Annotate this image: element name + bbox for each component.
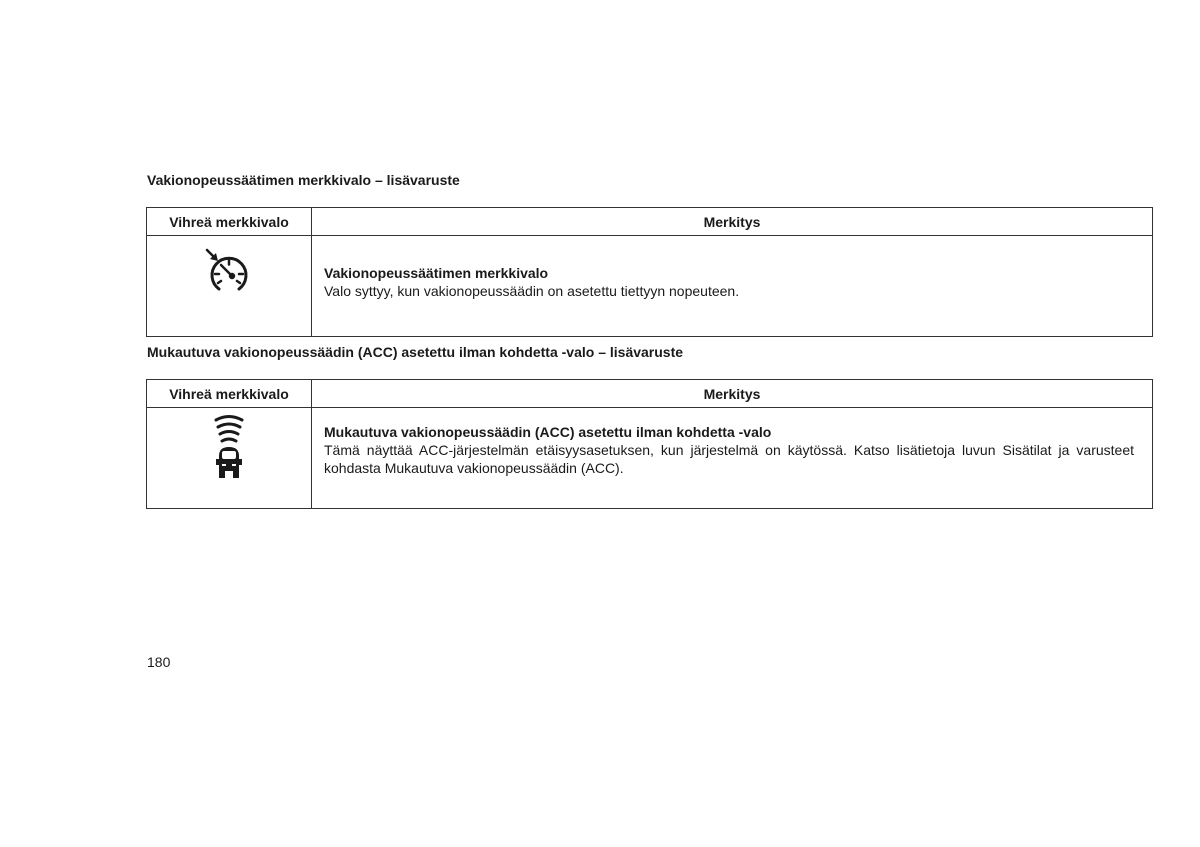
header-meaning: Merkitys — [312, 380, 1153, 408]
table-header-row — [147, 208, 1153, 236]
acc-lamp-table — [146, 379, 1153, 509]
description-text: Tämä näyttää ACC-järjestelmän etäisyysasetuksen, kun järjestelmä on käytössä. Katso lisätietoja luvun Sisätilat ja varusteet kohdasta Mukautuva vakionopeussäädin (ACC). — [324, 442, 1134, 476]
description-text: Valo syttyy, kun vakionopeussäädin on asetettu tiettyyn nopeuteen. — [324, 283, 740, 299]
icon-cell — [147, 408, 312, 509]
description-cell — [312, 408, 1153, 509]
section-title-cruise-control: Vakionopeussäätimen merkkivalo – lisävaruste — [147, 172, 460, 188]
description-cell — [312, 236, 1153, 337]
cruise-control-lamp-table — [146, 207, 1153, 337]
acc-no-target-car-icon — [209, 411, 249, 483]
icon-cell — [147, 236, 312, 337]
cruise-control-speedometer-icon — [199, 247, 259, 297]
page-number: 180 — [147, 654, 171, 670]
table-row — [147, 236, 1153, 337]
header-meaning: Merkitys — [312, 208, 1153, 236]
table-row — [147, 408, 1153, 509]
description-title: Vakionopeussäätimen merkkivalo — [324, 265, 549, 281]
section-title-acc: Mukautuva vakionopeussäädin (ACC) asetettu ilman kohdetta -valo – lisävaruste — [147, 344, 684, 360]
header-green-lamp: Vihreä merkkivalo — [147, 208, 312, 236]
table-header-row — [147, 380, 1153, 408]
header-green-lamp: Vihreä merkkivalo — [147, 380, 312, 408]
description-title: Mukautuva vakionopeussäädin (ACC) asetettu ilman kohdetta -valo — [324, 424, 772, 440]
